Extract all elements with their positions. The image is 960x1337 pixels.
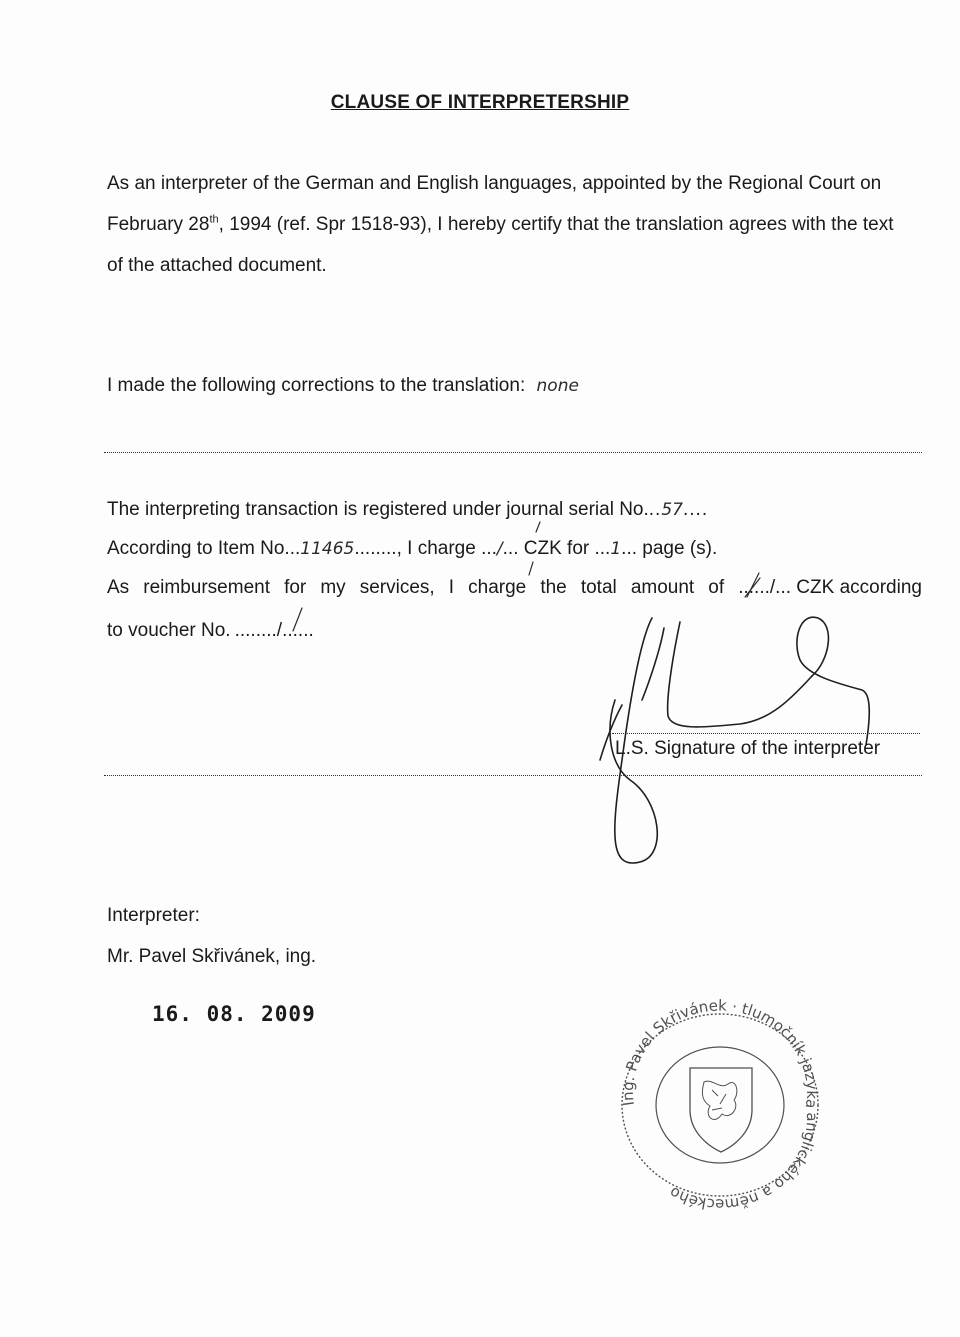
- voucher-label: to voucher No.: [107, 620, 231, 641]
- reimbursement-word: reimbursement: [143, 577, 270, 598]
- interpreter-label: Interpreter:: [107, 905, 200, 926]
- voucher-end: .: [308, 620, 314, 641]
- reimbursement-word: for: [284, 577, 307, 598]
- item-charge-label: ........, I charge ...: [354, 538, 497, 559]
- reimbursement-word: total: [580, 577, 617, 598]
- certification-reference: , 1994 (ref. Spr 1518-93), I hereby certify that the translation agrees with the text: [218, 214, 894, 235]
- certification-date: February 28: [107, 214, 210, 235]
- reimbursement-word: As: [107, 577, 130, 598]
- corrections-label: I made the following corrections to the translation:: [107, 375, 526, 396]
- item-pages-label: ... page (s).: [621, 538, 718, 559]
- reimbursement-word: services,: [359, 577, 435, 598]
- signature-caption: L.S. Signature of the interpreter: [615, 738, 881, 759]
- certification-line-3: of the attached document.: [107, 255, 327, 276]
- journal-serial-dots: ..: [648, 499, 662, 520]
- corrections-value: none: [536, 376, 579, 396]
- item-pages-value: 1: [610, 539, 622, 559]
- reimbursement-word: I: [448, 577, 455, 598]
- item-number: 11465: [300, 539, 355, 559]
- document-date: 16. 08. 2009: [152, 1002, 316, 1026]
- item-czk-for-label: ... CZK for ...: [502, 538, 611, 559]
- certification-line-1: As an interpreter of the German and English languages, appointed by the Regional Court on: [107, 173, 882, 194]
- item-label: According to Item No.: [107, 538, 290, 559]
- journal-serial-number: 57: [661, 500, 683, 520]
- reimbursement-word: of: [708, 577, 725, 598]
- reimbursement-word: amount: [630, 577, 695, 598]
- item-dots-a: ..: [289, 538, 301, 559]
- journal-serial-label: The interpreting transaction is registered under journal serial No.: [107, 499, 649, 520]
- reimbursement-word: charge: [468, 577, 527, 598]
- voucher-value: ......../.....: [234, 620, 309, 641]
- certification-date-suffix: th: [209, 213, 219, 226]
- reimbursement-word: my: [320, 577, 346, 598]
- document-title: CLAUSE OF INTERPRETERSHIP: [330, 92, 630, 113]
- seal-ring-text: Ing. Pavel Skřivánek · tlumočník jazyka anglického a německého: [618, 996, 822, 1214]
- interpreter-name: Mr. Pavel Skřivánek, ing.: [107, 946, 317, 967]
- journal-serial-dots-end: ....: [682, 499, 709, 520]
- reimbursement-amount: ....../... CZK according: [738, 577, 922, 598]
- reimbursement-word: the: [540, 577, 567, 598]
- item-charge-value: /: [496, 539, 503, 559]
